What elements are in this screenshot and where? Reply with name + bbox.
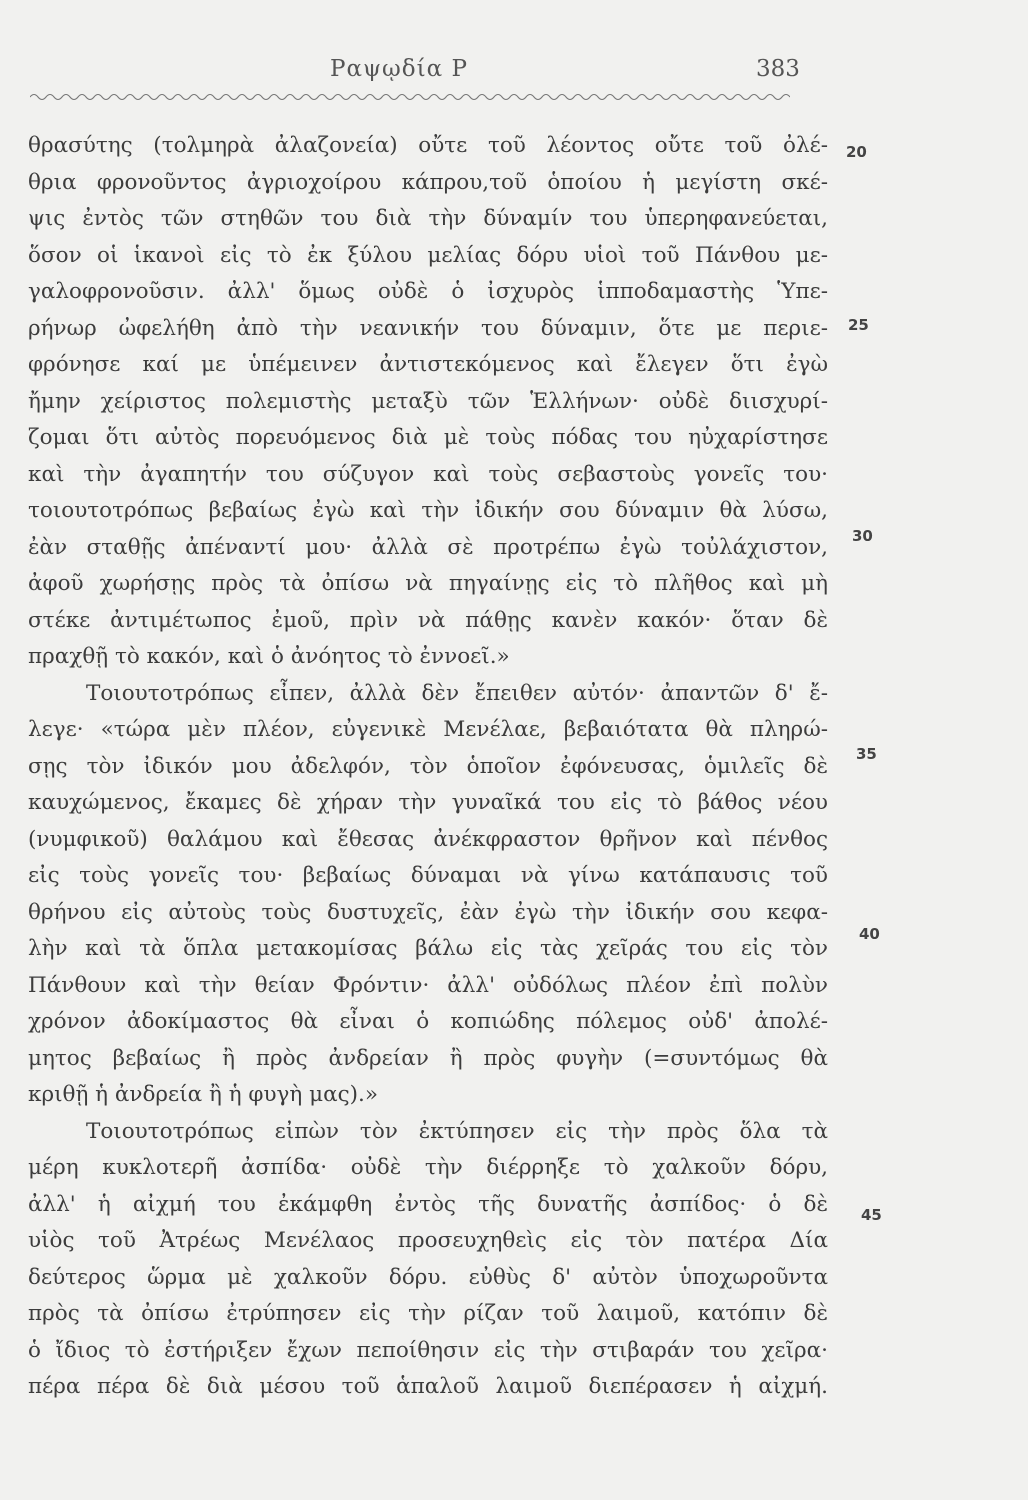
text-line: θρασύτης (τολμηρὰ ἀλαζονεία) οὔτε τοῦ λέοντος οὔτε τοῦ ὀλέ- — [28, 133, 828, 158]
text-line: σῃς τὸν ἰδικόν μου ἀδελφόν, τὸν ὁποῖον ἐφόνευσας, ὁμιλεῖς δὲ — [28, 753, 828, 779]
text-line: (νυμφικοῦ) θαλάμου καὶ ἔθεσας ἀνέκφραστον θρῆνον καὶ πένθος — [28, 826, 828, 852]
text-line: χρόνον ἀδοκίμαστος θὰ εἶναι ὁ κοπιώδης πόλεμος οὐδ' ἀπολέ- — [28, 1009, 828, 1034]
text-line: Πάνθουν καὶ τὴν θείαν Φρόντιν· ἀλλ' οὐδόλως πλέον ἐπὶ πολὺν — [28, 972, 828, 998]
text-line: υἱὸς τοῦ Ἀτρέως Μενέλαος προσευχηθεὶς εἰς τὸν πατέρα Δία — [28, 1228, 828, 1253]
text-line: πραχθῇ τὸ κακόν, καὶ ὁ ἀνόητος τὸ ἐννοεῖ.» — [28, 644, 510, 669]
margin-line-number: 20 — [846, 143, 867, 161]
text-line: γαλοφρονοῦσιν. ἀλλ' ὅμως οὐδὲ ὁ ἰσχυρὸς ἱπποδαμαστὴς Ὑπε- — [28, 279, 828, 304]
text-line: κριθῇ ἡ ἀνδρεία ἢ ἡ φυγὴ μας).» — [28, 1082, 379, 1107]
text-line: στέκε ἀντιμέτωπος ἐμοῦ, πρὶν νὰ πάθῃς κανὲν κακόν· ὅταν δὲ — [28, 607, 828, 633]
chapter-title: Ραψῳδία Ρ — [330, 56, 468, 82]
running-head — [0, 56, 1028, 92]
text-line: δεύτερος ὥρμα μὲ χαλκοῦν δόρυ. εὐθὺς δ' αὐτὸν ὑποχωροῦντα — [28, 1264, 828, 1290]
text-line: ὁ ἴδιος τὸ ἐστήριξεν ἔχων πεποίθησιν εἰς τὴν στιβαράν του χεῖρα· — [28, 1337, 828, 1363]
text-line: καυχώμενος, ἔκαμες δὲ χήραν τὴν γυναῖκά του εἰς τὸ βάθος νέου — [28, 790, 828, 815]
text-line: θρήνου εἰς αὐτοὺς τοὺς δυστυχεῖς, ἐὰν ἐγὼ τὴν ἰδικήν σου κεφα- — [28, 899, 828, 925]
text-line: μέρη κυκλοτερῆ ἀσπίδα· οὐδὲ τὴν διέρρηξε τὸ χαλκοῦν δόρυ, — [28, 1155, 828, 1180]
margin-line-number: 30 — [852, 527, 873, 545]
wavy-header-rule — [30, 90, 790, 104]
text-line: ἀφοῦ χωρήσῃς πρὸς τὰ ὀπίσω νὰ πηγαίνῃς εἰς τὸ πλῆθος καὶ μὴ — [28, 571, 828, 596]
text-line: θρια φρονοῦντος ἀγριοχοίρου κάπρου,τοῦ ὁποίου ἡ μεγίστη σκέ- — [28, 169, 828, 195]
margin-line-number: 35 — [856, 745, 877, 763]
text-line: λεγε· «τώρα μὲν πλέον, εὐγενικὲ Μενέλαε, βεβαιότατα θὰ πληρώ- — [28, 717, 828, 742]
text-line: μητος βεβαίως ἢ πρὸς ἀνδρείαν ἢ πρὸς φυγὴν (=συντόμως θὰ — [28, 1045, 828, 1071]
text-line: καὶ τὴν ἀγαπητήν του σύζυγον καὶ τοὺς σεβαστοὺς γονεῖς του· — [28, 461, 828, 487]
page-number: 383 — [756, 56, 800, 82]
margin-line-number: 45 — [861, 1206, 882, 1224]
paragraph-start-line: Τοιουτοτρόπως εἶπεν, ἀλλὰ δὲν ἔπειθεν αὐτόν· ἀπαντῶν δ' ἔ- — [86, 680, 828, 706]
text-line: ψις ἐντὸς τῶν στηθῶν του διὰ τὴν δύναμίν του ὑπερηφανεύεται, — [28, 206, 828, 231]
text-line: ἐὰν σταθῇς ἀπέναντί μου· ἀλλὰ σὲ προτρέπω ἐγὼ τοὐλάχιστον, — [28, 534, 828, 560]
text-line: εἰς τοὺς γονεῖς του· βεβαίως δύναμαι νὰ γίνω κατάπαυσις τοῦ — [28, 863, 828, 888]
margin-line-number: 25 — [848, 316, 869, 334]
text-line: ὅσον οἱ ἱκανοὶ εἰς τὸ ἐκ ξύλου μελίας δόρυ υἱοὶ τοῦ Πάνθου με- — [28, 242, 828, 268]
text-line: ζομαι ὅτι αὐτὸς πορευόμενος διὰ μὲ τοὺς πόδας του ηὐχαρίστησε — [28, 425, 828, 450]
paragraph-start-line: Τοιουτοτρόπως εἰπὼν τὸν ἐκτύπησεν εἰς τὴν πρὸς ὅλα τὰ — [86, 1118, 828, 1144]
text-line: λὴν καὶ τὰ ὅπλα μετακομίσας βάλω εἰς τὰς χεῖράς του εἰς τὸν — [28, 936, 828, 961]
text-line: πέρα πέρα δὲ διὰ μέσου τοῦ ἁπαλοῦ λαιμοῦ διεπέρασεν ἡ αἰχμή. — [28, 1374, 828, 1399]
text-line: ἀλλ' ἡ αἰχμή του ἐκάμφθη ἐντὸς τῆς δυνατῆς ἀσπίδος· ὁ δὲ — [28, 1191, 828, 1217]
text-line: φρόνησε καί με ὑπέμεινεν ἀντιστεκόμενος καὶ ἔλεγεν ὅτι ἐγὼ — [28, 352, 828, 377]
text-line: πρὸς τὰ ὀπίσω ἐτρύπησεν εἰς τὴν ρίζαν τοῦ λαιμοῦ, κατόπιν δὲ — [28, 1301, 828, 1326]
text-line: τοιουτοτρόπως βεβαίως ἐγὼ καὶ τὴν ἰδικήν σου δύναμιν θὰ λύσω, — [28, 498, 828, 523]
text-line: ἤμην χείριστος πολεμιστὴς μεταξὺ τῶν Ἑλλήνων· οὐδὲ διισχυρί- — [28, 388, 828, 414]
text-line: ρήνωρ ὠφελήθη ἀπὸ τὴν νεανικήν του δύναμιν, ὅτε με περιε- — [28, 315, 828, 341]
margin-line-number: 40 — [859, 925, 880, 943]
